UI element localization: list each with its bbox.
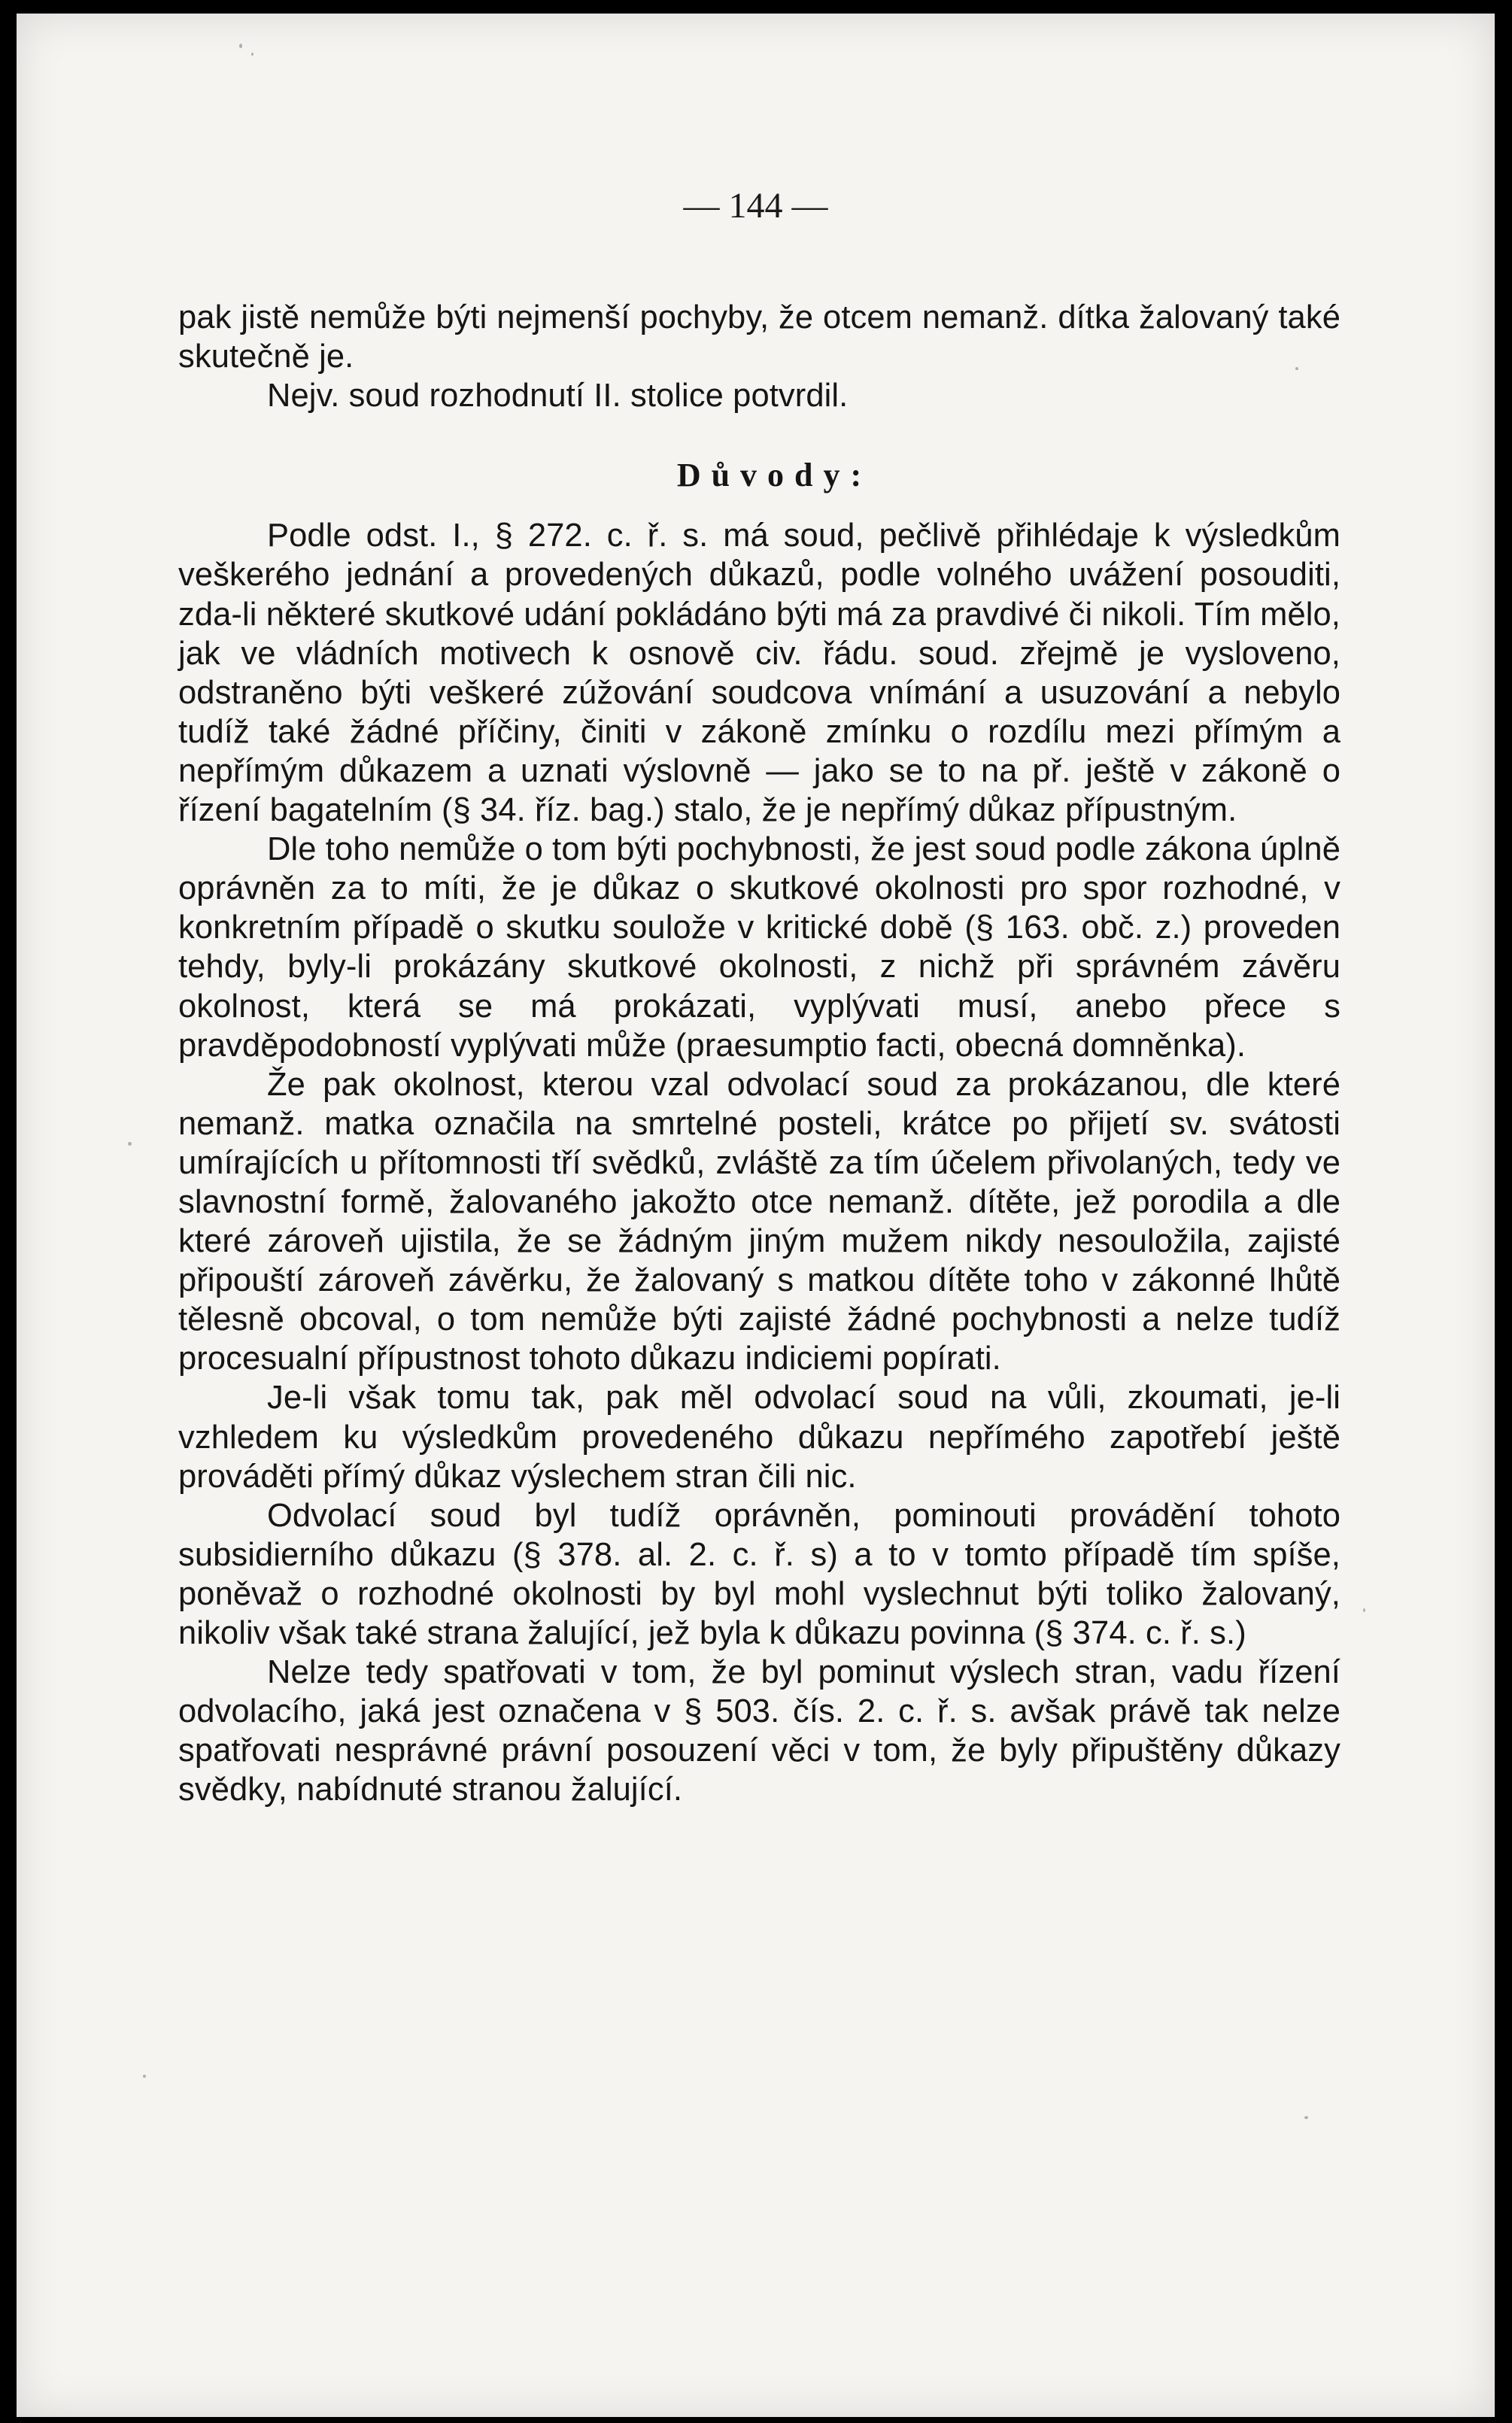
scan-speck: [239, 44, 242, 48]
reason-paragraph-2: Dle toho nemůže o tom býti pochybnosti, že jest soud podle zákona úplně oprávněn za to míti, že je důkaz o skutkové okolnosti pro spor rozhodné, v konkretním případě o skutku soulože v kritické době (§ 163. obč. z.) proveden tehdy, byly-li prokázány skutkové okolnosti, z nichž při správném závěru okolnost, která se má prokázati, vyplývati musí, anebo přece s pravděpodobností vyplývati může (praesumptio facti, obecná domněnka).: [178, 831, 1340, 1064]
reason-paragraph-4: Je-li však tomu tak, pak měl odvolací soud na vůli, zkoumati, je-li vzhledem ku výsledkům provedeného důkazu nepřímého zapotřebí ještě prováděti přímý důkaz výslechem stran čili nic.: [178, 1380, 1340, 1495]
section-heading: Důvody:: [676, 457, 873, 494]
scan-speck: [128, 1142, 132, 1146]
scan-speck: [143, 2075, 146, 2078]
paragraph-continuation: pak jistě nemůže býti nejmenší pochyby, že otcem nemanž. dítka žalovaný také skutečně je.: [178, 299, 1340, 375]
scan-speck: [1295, 367, 1298, 370]
scan-speck: [1304, 2116, 1308, 2119]
page-number: — 144 —: [683, 186, 828, 226]
page-body: [178, 298, 1340, 1809]
reason-paragraph-1: Podle odst. I., § 272. c. ř. s. má soud, pečlivě přihlédaje k výsledkům veškerého jednání a provedených důkazů, podle volného uvážení posouditi, zda-li některé skutkové udání pokládáno býti má za pravdivé či nikoli. Tím mělo, jak ve vládních motivech k osnově civ. řádu. soud. zřejmě je vysloveno, odstraněno býti veškeré zúžování soudcova vnímání a usuzování a nebylo tudíž také žádné příčiny, činiti v zákoně zmínku o rozdílu mezi přímým a nepřímým důkazem a uznati výslovně — jako se to na př. ještě v zákoně o řízení bagatelním (§ 34. říz. bag.) stalo, že je nepřímý důkaz přípustným.: [178, 518, 1340, 829]
paragraph-decision: Nejv. soud rozhodnutí II. stolice potvrdil.: [267, 378, 849, 414]
scan-speck: [251, 53, 254, 56]
reason-paragraph-3: Že pak okolnost, kterou vzal odvolací soud za prokázanou, dle které nemanž. matka označila na smrtelné posteli, krátce po přijetí sv. svátosti umírajících u přítomnosti tří svědků, zvláště za tím účelem přivolaných, tedy ve slavnostní formě, žalovaného jakožto otce nemanž. dítěte, jež porodila a dle které zároveň ujistila, že se žádným jiným mužem nikdy nesouložila, zajisté připouští zároveň závěrku, že žalovaný s matkou dítěte toho v zákonné lhůtě tělesně obcoval, o tom nemůže býti zajisté žádné pochybnosti a nelze tudíž procesualní přípustnost tohoto důkazu indiciemi popírati.: [178, 1066, 1340, 1377]
reason-paragraph-6: Nelze tedy spatřovati v tom, že byl pominut výslech stran, vadu řízení odvolacího, jaká jest označena v § 503. čís. 2. c. ř. s. avšak právě tak nelze spatřovati nesprávné právní posouzení věci v tom, že byly připuštěny důkazy svědky, nabídnuté stranou žalující.: [178, 1654, 1340, 1808]
scan-speck: [1363, 1608, 1365, 1612]
reason-paragraph-5: Odvolací soud byl tudíž oprávněn, pominouti provádění tohoto subsidierního důkazu (§ 378. al. 2. c. ř. s) a to v tomto případě tím spíše, poněvaž o rozhodné okolnosti by byl mohl vyslechnut býti toliko žalovaný, nikoliv však také strana žalující, jež byla k důkazu povinna (§ 374. c. ř. s.): [178, 1497, 1340, 1651]
scanned-page: [17, 14, 1495, 2417]
